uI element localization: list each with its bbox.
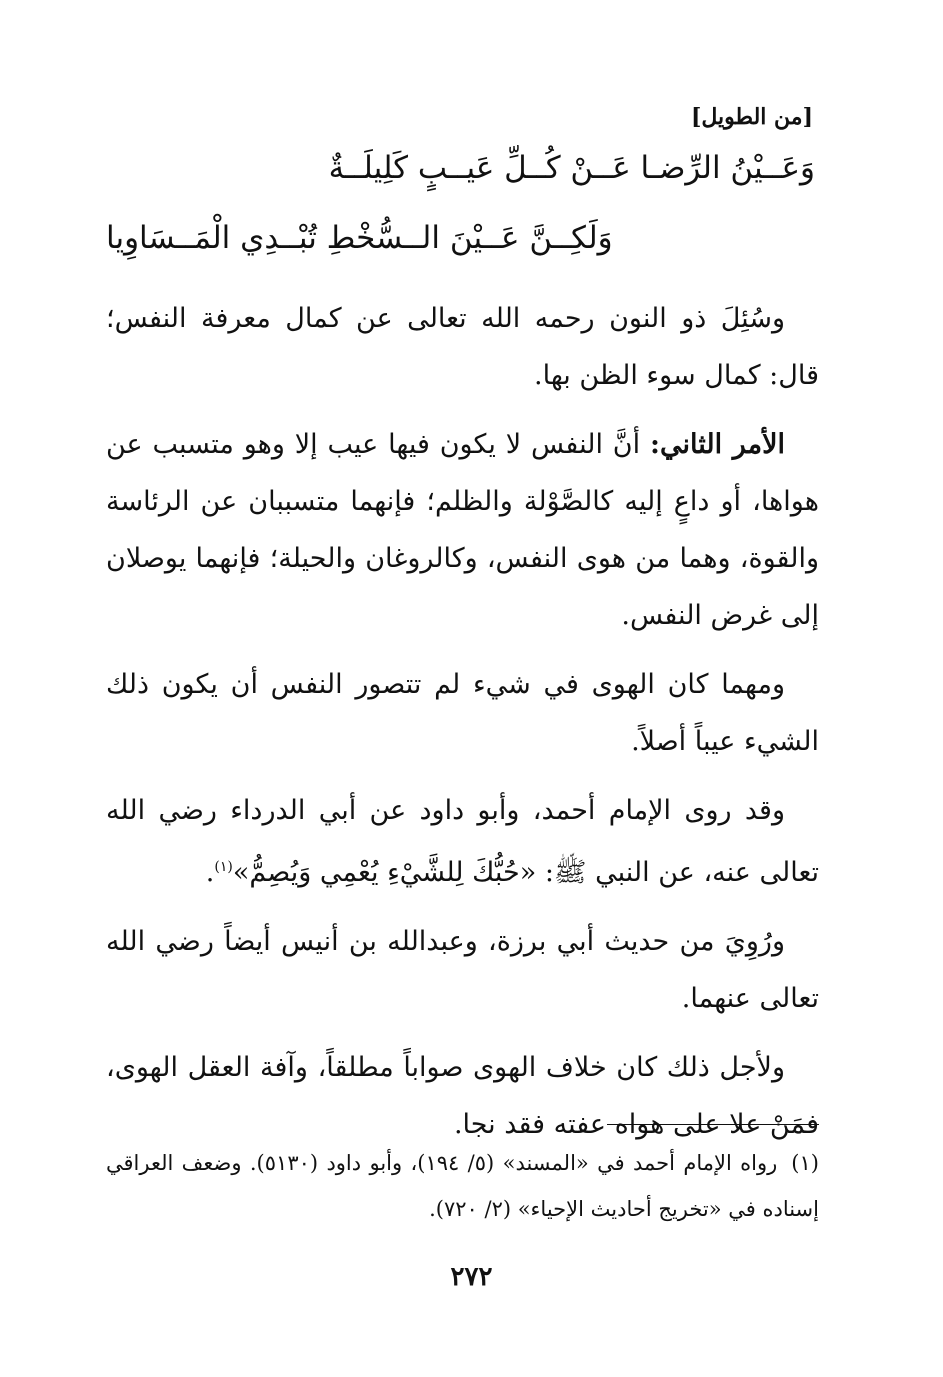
paragraph-text: ورُوِيَ من حديث أبي برزة، وعبدالله بن أنيس أيضاً رضي الله تعالى عنهما. [106,926,819,1014]
footnote-number: (١) [791,1151,819,1175]
footnote-text: رواه الإمام أحمد في «المسند» (٥/ ١٩٤)، وأبو داود (٥١٣٠). وضعف العراقي إسناده في «تخريج أحاديث الإحياء» (٢/ ٧٢٠). [106,1151,819,1221]
paragraph-text: ولأجل ذلك كان خلاف الهوى صواباً مطلقاً، وآفة العقل الهوى، فمَنْ علا على هواه عفته فقد نجا. [106,1052,819,1140]
paragraph-text: ومهما كان الهوى في شيء لم تتصور النفس أن يكون ذلك الشيء عيباً أصلاً. [106,669,819,757]
verse-second-hemistich: وَلَكِــنَّ عَــيْنَ الــسُّخْطِ تُبْــدِي الْمَــسَاوِيا [106,220,613,256]
poetic-meter-label: [من الطويل] [690,104,813,130]
main-text [106,290,819,1165]
paragraph-tail: . [205,857,215,888]
paragraph [106,913,819,1027]
paragraph [106,290,819,404]
paragraph [106,656,819,770]
paragraph [106,782,819,901]
footnote-divider [607,1124,819,1125]
paragraph-text: وقد روى الإمام أحمد، وأبو داود عن أبي الدرداء رضي الله تعالى عنه، عن النبي ﷺ: «حُبُّكَ لِلشَّيْءِ يُعْمِي وَيُصِمُّ» [106,795,819,888]
paragraph-text: وسُئِلَ ذو النون رحمه الله تعالى عن كمال معرفة النفس؛ قال: كمال سوء الظن بها. [106,303,819,391]
page-number: ٢٧٢ [450,1262,493,1292]
footnote [106,1140,819,1232]
paragraph [106,416,819,644]
footnote-reference[interactable]: (١) [214,859,233,875]
paragraph-lead: الأمر الثاني: [649,429,785,460]
verse-first-hemistich: وَعَــيْنُ الرِّضـا عَــنْ كُــلِّ عَيــبٍ كَلِيلَــةٌ [328,150,815,186]
paragraph-text: أنَّ النفس لا يكون فيها عيب إلا وهو متسبب عن هواها، أو داعٍ إليه كالصَّوْلة والظلم؛ فإنهما متسببان عن الرئاسة والقوة، وهما من هوى النفس، وكالروغان والحيلة؛ فإنهما يوصلان إلى غرض النفس. [106,429,819,631]
paragraph [106,1039,819,1153]
